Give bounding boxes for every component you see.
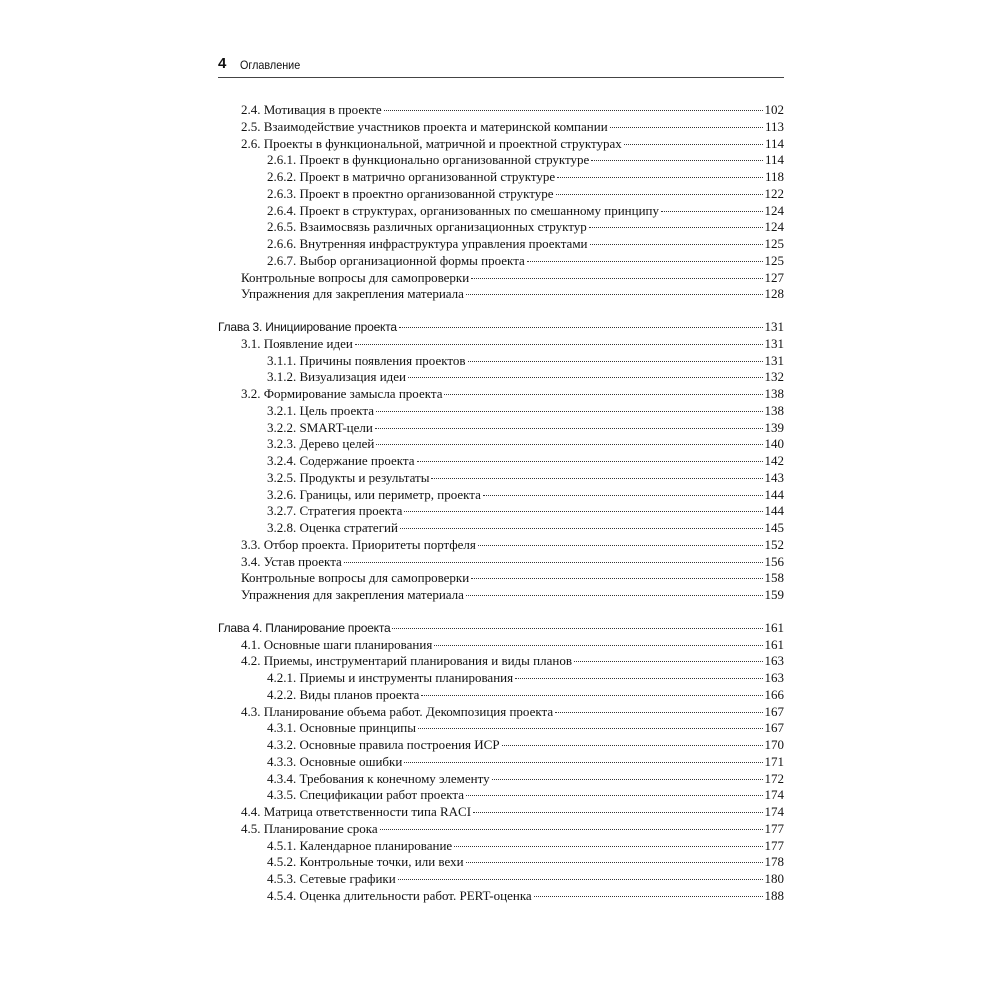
section-gap: [218, 303, 784, 319]
toc-entry-page: 131: [764, 352, 784, 368]
toc-entry-title: 3.1. Появление идеи: [241, 335, 353, 351]
dot-leader: [404, 511, 762, 512]
dot-leader: [468, 361, 763, 362]
toc-entry-title: 3.2.6. Границы, или периметр, проекта: [267, 486, 481, 502]
dot-leader: [515, 678, 762, 679]
toc-entry-page: 167: [764, 720, 784, 736]
toc-entry-title: 2.6.2. Проект в матрично организованной структуре: [267, 169, 556, 184]
dot-leader: [471, 278, 762, 279]
toc-entry-title: 4.1. Основные шаги планирования: [241, 636, 433, 652]
dot-leader: [454, 846, 762, 847]
toc-chapter-entry[interactable]: [218, 319, 784, 336]
dot-leader: [555, 712, 762, 713]
toc-entry-title: Контрольные вопросы для самопроверки: [241, 269, 470, 285]
toc-entry-title: 3.2.1. Цель проекта: [267, 402, 374, 418]
toc-entry[interactable]: [218, 102, 784, 119]
toc-entry-title: Глава 4. Планирование проекта: [218, 620, 391, 635]
toc-entry-title: 3.3. Отбор проекта. Приоритеты портфеля: [241, 536, 476, 552]
toc-entry-page: 138: [764, 402, 784, 418]
toc-entry-title: 2.6.3. Проект в проектно организованной структуре: [267, 185, 554, 201]
toc-entry-title: Упражнения для закрепления материала: [241, 587, 464, 602]
toc-entry[interactable]: [218, 704, 784, 721]
dot-leader: [421, 695, 762, 696]
toc-entry-title: 3.2.7. Стратегия проекта: [267, 503, 403, 519]
toc-entry[interactable]: [218, 503, 784, 520]
toc-entry-title: 2.6.6. Внутренняя инфраструктура управления проектами: [267, 236, 588, 251]
toc-entry[interactable]: [218, 554, 784, 571]
toc-entry[interactable]: [218, 436, 784, 453]
toc-entry[interactable]: [218, 169, 784, 186]
toc-entry[interactable]: [218, 253, 784, 270]
toc-entry-page: 139: [764, 419, 784, 435]
toc-entry-title: 2.6. Проекты в функциональной, матричной и проектной структурах: [241, 135, 622, 151]
toc-entry[interactable]: [218, 871, 784, 888]
toc-entry-page: 177: [764, 837, 784, 853]
toc-entry[interactable]: [218, 787, 784, 804]
dot-leader: [408, 377, 763, 378]
toc-entry-title: 3.2.2. SMART-цели: [267, 419, 373, 435]
dot-leader: [610, 127, 763, 128]
dot-leader: [478, 545, 763, 546]
toc-entry[interactable]: [218, 520, 784, 537]
toc-entry-page: 124: [764, 219, 784, 235]
toc-entry-page: 166: [764, 686, 784, 702]
toc-chapter-entry[interactable]: [218, 620, 784, 637]
toc-entry-page: 145: [764, 520, 784, 535]
table-of-contents: [218, 102, 784, 905]
dot-leader: [466, 795, 763, 796]
toc-entry-title: 2.6.7. Выбор организационной формы проекта: [267, 252, 525, 268]
dot-leader: [344, 562, 763, 563]
toc-entry[interactable]: [218, 737, 784, 754]
toc-entry[interactable]: [218, 369, 784, 386]
dot-leader: [589, 227, 763, 228]
dot-leader: [502, 745, 763, 746]
running-title: Оглавление: [240, 58, 301, 72]
toc-entry-title: 2.4. Мотивация в проекте: [241, 102, 382, 117]
toc-entry-page: 144: [764, 503, 784, 519]
toc-entry-title: 4.3. Планирование объема работ. Декомпозиция проекта: [241, 703, 554, 719]
dot-leader: [398, 879, 763, 880]
toc-entry[interactable]: [218, 119, 784, 136]
dot-leader: [444, 394, 762, 395]
dot-leader: [392, 628, 762, 629]
toc-entry-page: 158: [764, 570, 784, 586]
toc-entry-title: 4.2.2. Виды планов проекта: [267, 686, 420, 702]
toc-entry-page: 174: [764, 787, 784, 803]
toc-entry[interactable]: [218, 720, 784, 737]
running-header: [218, 52, 784, 78]
toc-entry-page: 172: [764, 770, 784, 786]
toc-entry-page: 125: [764, 236, 784, 251]
toc-entry[interactable]: [218, 203, 784, 220]
toc-entry-title: 3.2.4. Содержание проекта: [267, 453, 415, 468]
toc-entry-page: 159: [764, 587, 784, 602]
toc-entry[interactable]: [218, 470, 784, 487]
dot-leader: [434, 645, 762, 646]
toc-entry[interactable]: [218, 637, 784, 654]
toc-entry-title: 4.2. Приемы, инструментарий планирования и виды планов: [241, 653, 572, 669]
toc-entry-page: 125: [764, 252, 784, 268]
dot-leader: [471, 578, 762, 579]
toc-entry[interactable]: [218, 653, 784, 670]
toc-entry[interactable]: [218, 487, 784, 504]
dot-leader: [380, 829, 763, 830]
toc-entry-page: 180: [764, 871, 784, 886]
dot-leader: [417, 461, 763, 462]
toc-entry-title: Контрольные вопросы для самопроверки: [241, 570, 470, 586]
toc-entry-page: 114: [764, 135, 784, 151]
toc-entry-page: 170: [764, 737, 784, 752]
dot-leader: [590, 244, 763, 245]
toc-entry-page: 124: [764, 202, 784, 218]
dot-leader: [355, 344, 763, 345]
toc-entry-page: 118: [764, 169, 784, 184]
toc-entry[interactable]: [218, 136, 784, 153]
dot-leader: [399, 327, 763, 328]
toc-entry-page: 144: [764, 486, 784, 502]
toc-entry[interactable]: [218, 754, 784, 771]
dot-leader: [466, 595, 763, 596]
toc-entry-title: 4.5. Планирование срока: [241, 820, 378, 836]
toc-entry-page: 143: [764, 469, 784, 485]
toc-entry-page: 171: [764, 753, 784, 769]
toc-entry[interactable]: [218, 570, 784, 587]
toc-entry[interactable]: [218, 270, 784, 287]
toc-entry-title: 4.3.2. Основные правила построения ИСР: [267, 737, 500, 752]
toc-entry-title: 4.3.1. Основные принципы: [267, 720, 416, 736]
toc-entry-page: 161: [764, 636, 784, 652]
toc-entry-title: 3.4. Устав проекта: [241, 553, 342, 569]
toc-entry-title: 3.2.3. Дерево целей: [267, 436, 375, 452]
dot-leader: [624, 144, 763, 145]
toc-entry-page: 102: [764, 102, 784, 117]
section-gap: [218, 604, 784, 620]
toc-entry[interactable]: [218, 670, 784, 687]
dot-leader: [574, 661, 763, 662]
toc-entry-title: 3.2.8. Оценка стратегий: [267, 520, 398, 535]
dot-leader: [466, 862, 763, 863]
dot-leader: [557, 177, 763, 178]
toc-entry-title: 4.5.3. Сетевые графики: [267, 871, 396, 886]
toc-entry-title: 2.6.4. Проект в структурах, организованных по смешанному принципу: [267, 202, 659, 218]
toc-entry[interactable]: [218, 821, 784, 838]
toc-entry-title: 4.5.4. Оценка длительности работ. PERT-оценка: [267, 887, 532, 903]
dot-leader: [384, 110, 763, 111]
toc-entry-title: 3.2. Формирование замысла проекта: [241, 386, 443, 401]
toc-entry-page: 128: [764, 286, 784, 302]
toc-entry[interactable]: [218, 453, 784, 470]
toc-entry[interactable]: [218, 236, 784, 253]
dot-leader: [404, 762, 762, 763]
toc-entry-page: 113: [764, 118, 784, 134]
toc-entry-page: 131: [764, 335, 784, 351]
toc-entry[interactable]: [218, 888, 784, 905]
toc-entry[interactable]: [218, 403, 784, 420]
toc-entry-page: 132: [764, 369, 784, 385]
toc-entry-page: 127: [764, 269, 784, 285]
toc-entry[interactable]: [218, 687, 784, 704]
dot-leader: [376, 444, 762, 445]
toc-entry-title: 2.5. Взаимодействие участников проекта и материнской компании: [241, 118, 608, 134]
dot-leader: [483, 495, 763, 496]
dot-leader: [400, 528, 763, 529]
toc-entry-title: 4.4. Матрица ответственности типа RACI: [241, 804, 472, 819]
toc-entry-page: 188: [764, 887, 784, 903]
toc-entry[interactable]: [218, 854, 784, 871]
toc-entry-page: 131: [764, 319, 784, 334]
toc-entry-title: 4.3.4. Требования к конечному элементу: [267, 770, 490, 786]
toc-entry-page: 178: [764, 854, 784, 870]
toc-entry[interactable]: [218, 386, 784, 403]
toc-entry-page: 177: [764, 820, 784, 836]
toc-entry[interactable]: [218, 152, 784, 169]
dot-leader: [527, 261, 763, 262]
toc-entry-page: 114: [764, 152, 784, 168]
dot-leader: [375, 428, 763, 429]
toc-entry[interactable]: [218, 336, 784, 353]
dot-leader: [431, 478, 762, 479]
toc-entry-title: 3.1.1. Причины появления проектов: [267, 352, 466, 368]
dot-leader: [466, 294, 763, 295]
toc-entry[interactable]: [218, 804, 784, 821]
toc-entry-title: 3.2.5. Продукты и результаты: [267, 469, 430, 485]
toc-entry-title: 2.6.1. Проект в функционально организованной структуре: [267, 152, 590, 168]
toc-entry-title: 4.3.3. Основные ошибки: [267, 753, 403, 769]
toc-entry-page: 167: [764, 703, 784, 719]
toc-entry-page: 138: [764, 386, 784, 401]
toc-entry[interactable]: [218, 286, 784, 303]
page-number: 4: [218, 55, 227, 72]
dot-leader: [473, 812, 762, 813]
toc-entry[interactable]: [218, 537, 784, 554]
toc-entry-page: 122: [764, 185, 784, 201]
toc-entry-page: 156: [764, 553, 784, 569]
toc-entry-title: Глава 3. Инициирование проекта: [218, 320, 397, 334]
dot-leader: [534, 896, 763, 897]
toc-entry-page: 163: [764, 653, 784, 669]
toc-entry-title: 4.5.1. Календарное планирование: [267, 837, 453, 853]
dot-leader: [376, 411, 763, 412]
toc-entry-title: 2.6.5. Взаимосвязь различных организационных структур: [267, 219, 587, 235]
toc-entry-page: 142: [764, 453, 784, 468]
toc-entry[interactable]: [218, 186, 784, 203]
toc-entry-title: 4.2.1. Приемы и инструменты планирования: [267, 670, 514, 685]
toc-entry[interactable]: [218, 838, 784, 855]
dot-leader: [591, 160, 763, 161]
dot-leader: [492, 779, 763, 780]
dot-leader: [661, 211, 763, 212]
dot-leader: [556, 194, 763, 195]
toc-entry-title: Упражнения для закрепления материала: [241, 286, 464, 302]
toc-entry-title: 4.5.2. Контрольные точки, или вехи: [267, 854, 464, 870]
toc-entry-page: 161: [764, 619, 784, 635]
toc-entry-page: 163: [764, 670, 784, 685]
dot-leader: [418, 728, 763, 729]
toc-entry[interactable]: [218, 587, 784, 604]
toc-entry[interactable]: [218, 353, 784, 370]
toc-entry-page: 140: [764, 436, 784, 452]
toc-entry[interactable]: [218, 420, 784, 437]
toc-entry-title: 4.3.5. Спецификации работ проекта: [267, 787, 464, 803]
toc-entry[interactable]: [218, 771, 784, 788]
toc-entry-page: 174: [764, 804, 784, 819]
toc-entry-title: 3.1.2. Визуализация идеи: [267, 369, 406, 385]
toc-entry[interactable]: [218, 219, 784, 236]
toc-entry-page: 152: [764, 536, 784, 552]
